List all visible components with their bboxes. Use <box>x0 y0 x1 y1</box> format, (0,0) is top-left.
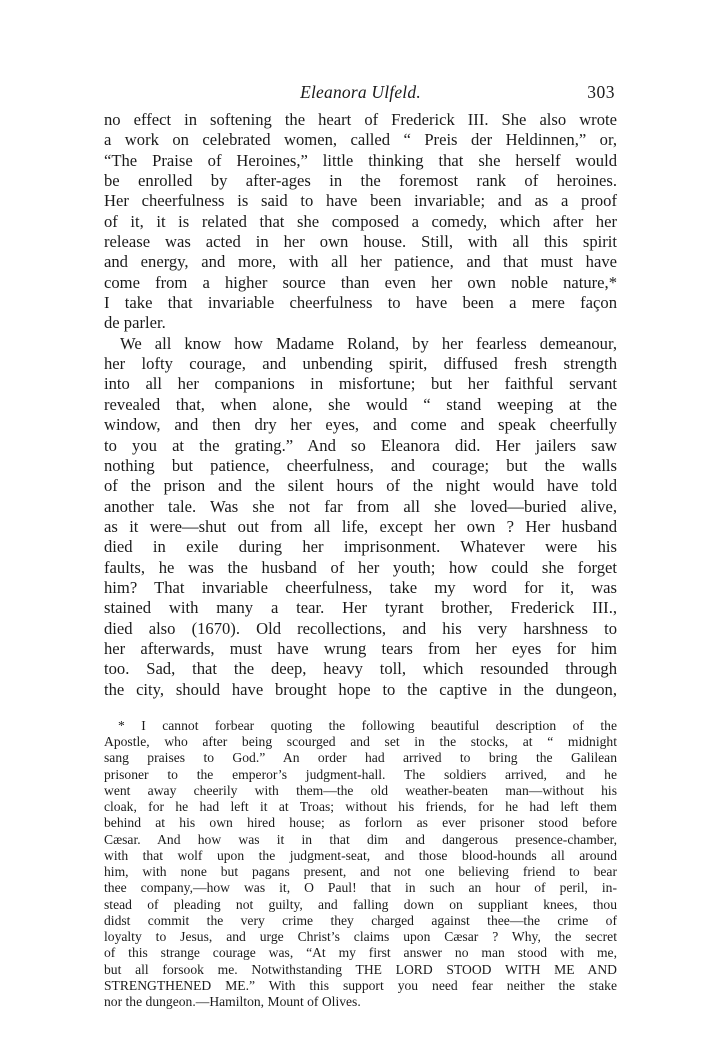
text-line: come from a higher source than even her own noble nature,* <box>104 272 617 292</box>
text-line: him? That invariable cheerfulness, take my word for it, was <box>104 577 617 597</box>
text-line: to you at the grating.” And so Eleanora did. Her jailers saw <box>104 435 617 455</box>
text-line: stained with many a tear. Her tyrant brother, Frederick III., <box>104 598 617 618</box>
page-header <box>104 82 617 110</box>
footnote-line: thee company,—how was it, O Paul! that in such an hour of peril, in- <box>104 880 617 896</box>
text-line: another tale. Was she not far from all she loved—buried alive, <box>104 496 617 516</box>
footnote-line: cloak, for he had left it at Troas; without his friends, for he had left them <box>104 799 617 815</box>
text-line: as it were—shut out from all life, except her own ? Her husband <box>104 516 617 536</box>
text-line: died in exile during her imprisonment. Whatever were his <box>104 537 617 557</box>
text-line: faults, he was the husband of her youth; how could she forget <box>104 557 617 577</box>
text-line: We all know how Madame Roland, by her fearless demeanour, <box>120 333 617 353</box>
footnote-line: Apostle, who after being scourged and set in the stocks, at “ midnight <box>104 734 617 750</box>
text-line: her afterwards, must have wrung tears from her eyes for him <box>104 638 617 658</box>
text-line: release was acted in her own house. Still, with all this spirit <box>104 232 617 252</box>
footnote-line: didst commit the very crime they charged against thee—the crime of <box>104 912 617 928</box>
footnote-line: behind at his own hired house; as forlorn as ever prisoner stood before <box>104 815 617 831</box>
footnote-line: with that wolf upon the judgment-seat, and those blood-hounds all around <box>104 847 617 863</box>
text-line: and energy, and more, with all her patience, and that must have <box>104 252 617 272</box>
footnote-line: but all forsook me. Notwithstanding THE LORD STOOD WITH ME AND <box>104 961 617 977</box>
text-line: her lofty courage, and unbending spirit, diffused fresh strength <box>104 354 617 374</box>
text-line: no effect in softening the heart of Frederick III. She also wrote <box>104 110 617 129</box>
footnote-line: went away cheerily with them—the old weather-beaten man—without his <box>104 782 617 798</box>
footnote-line: stead of pleading not guilty, and falling down on suppliant knees, thou <box>104 896 617 912</box>
text-line: into all her companions in misfortune; but her faithful servant <box>104 374 617 394</box>
text-line: revealed that, when alone, she would “ stand weeping at the <box>104 394 617 414</box>
footnote-line: nor the dungeon.—Hamilton, Mount of Olives. <box>104 994 361 1010</box>
text-line: I take that invariable cheerfulness to have been a mere façon <box>104 293 617 313</box>
text-line: de parler. <box>104 313 166 333</box>
text-line: be enrolled by after-ages in the foremost rank of heroines. <box>104 171 617 191</box>
text-line: “The Praise of Heroines,” little thinking that she herself would <box>104 150 617 170</box>
page-number: 303 <box>587 82 615 102</box>
text-line: Her cheerfulness is said to have been invariable; and as a proof <box>104 191 617 211</box>
text-line: the city, should have brought hope to the captive in the dungeon, <box>104 679 617 699</box>
footnote-line: * I cannot forbear quoting the following beautiful description of the <box>118 717 617 733</box>
main-text <box>104 110 617 700</box>
footnote <box>104 718 617 1011</box>
footnote-line: loyalty to Jesus, and urge Christ’s claims upon Cæsar ? Why, the secret <box>104 929 617 945</box>
footnote-line: of this strange courage was, “At my first answer no man stood with me, <box>104 945 617 961</box>
footnote-line: STRENGTHENED ME.” With this support you need fear neither the stake <box>104 977 617 993</box>
text-line: too. Sad, that the deep, heavy toll, which resounded through <box>104 659 617 679</box>
text-line: a work on celebrated women, called “ Preis der Heldinnen,” or, <box>104 130 617 150</box>
text-line: nothing but patience, cheerfulness, and courage; but the walls <box>104 455 617 475</box>
book-page <box>104 82 617 1010</box>
footnote-line: Cæsar. And how was it in that dim and dangerous presence-chamber, <box>104 831 617 847</box>
text-line: of it, it is related that she composed a comedy, which after her <box>104 211 617 231</box>
running-title: Eleanora Ulfeld. <box>300 82 421 102</box>
footnote-line: sang praises to God.” An order had arrived to bring the Galilean <box>104 750 617 766</box>
text-line: of the prison and the silent hours of the night would have told <box>104 476 617 496</box>
footnote-line: prisoner to the emperor’s judgment-hall. The soldiers arrived, and he <box>104 766 617 782</box>
text-line: died also (1670). Old recollections, and his very harshness to <box>104 618 617 638</box>
text-line: window, and then dry her eyes, and come and speak cheerfully <box>104 415 617 435</box>
footnote-line: him, with none but pagans present, and not one believing friend to bear <box>104 864 617 880</box>
